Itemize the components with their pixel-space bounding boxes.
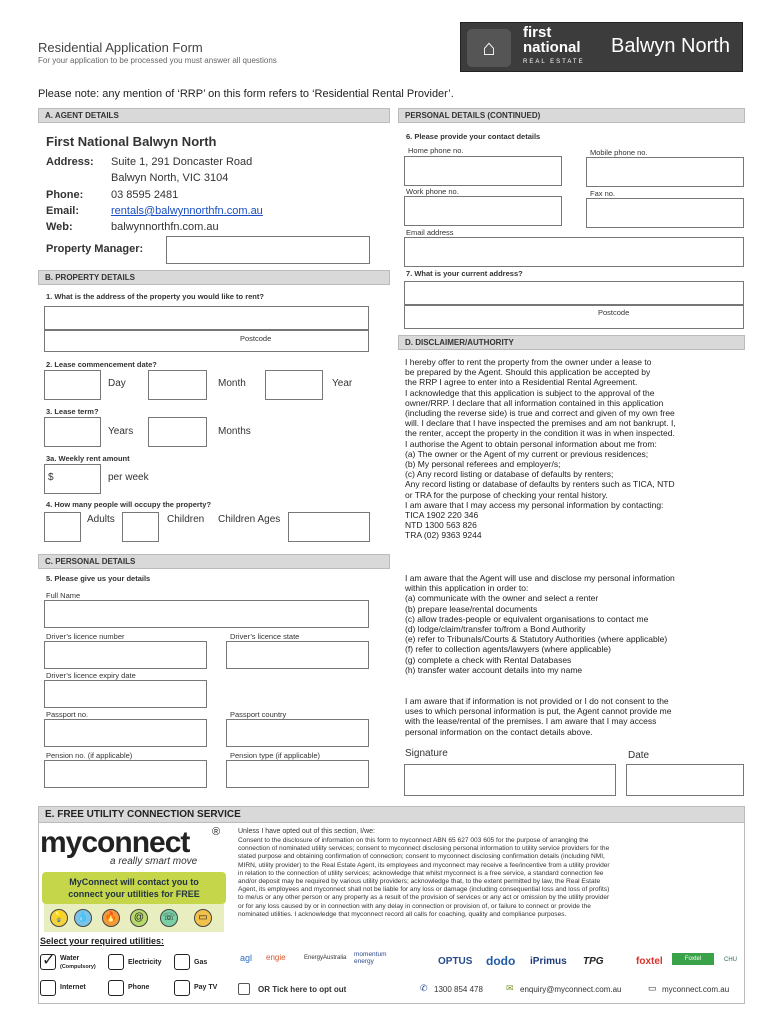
- web-small-icon: ▭: [648, 983, 657, 993]
- pension-number-input[interactable]: [44, 760, 207, 788]
- property-manager-label: Property Manager:: [46, 243, 144, 255]
- work-phone-label: Work phone no.: [406, 187, 459, 196]
- provider-foxtel-badge: Foxtel: [672, 953, 714, 965]
- passport-number-label: Passport no.: [46, 710, 89, 719]
- current-address-input-2[interactable]: [404, 305, 744, 329]
- day-label: Day: [108, 378, 126, 389]
- current-address-input[interactable]: [404, 281, 744, 305]
- children-ages-input[interactable]: [288, 512, 370, 542]
- q7-label: 7. What is your current address?: [406, 269, 523, 278]
- form-subtitle: For your application to be processed you must answer all questions: [38, 56, 277, 65]
- myconnect-web[interactable]: myconnect.com.au: [662, 985, 730, 994]
- lease-start-day-input[interactable]: [44, 370, 101, 400]
- section-utility-header: E. FREE UTILITY CONNECTION SERVICE: [38, 806, 745, 823]
- passport-number-input[interactable]: [44, 719, 207, 747]
- mobile-phone-label: Mobile phone no.: [590, 148, 648, 157]
- q3-label: 3. Lease term?: [46, 407, 99, 416]
- children-label: Children: [167, 514, 205, 525]
- agent-address-label: Address:: [46, 156, 94, 168]
- myconnect-logo: myconnect: [40, 826, 190, 859]
- agent-name: First National Balwyn North: [46, 134, 217, 149]
- myconnect-email[interactable]: enquiry@myconnect.com.au: [520, 985, 622, 994]
- phone-small-icon: ✆: [420, 983, 428, 993]
- disclaimer-paragraph-1: I hereby offer to rent the property from the owner under a lease to be prepared by the Agent. Should this application be accepted by the RRP I agree to enter into a Residential Rental Agreement. I acknowledge that this application is subject to the approval of the owner/RRP. I declare that all information contained in this application (including the reverse side) is true and correct and given of my own free will. I declare that I have inspected the premises and am not bankrupt. I, the renter, accept the property in the condition it was in when inspected. I authorise the Agent to obtain personal information about me from: (a) The owner or the Agent of my current or previous residences; (b) My personal referees and employer/s; (c) Any record listing or database of defaults by renters; Any record listing or database of defaults by renters such as TICA, NTD or TRA for the purpose of checking your rental history. I am aware that I may access my personal information by contacting: TICA 1902 220 346 NTD 1300 563 826 TRA (02) 9363 9244: [405, 357, 676, 541]
- lease-start-month-input[interactable]: [148, 370, 207, 400]
- lease-term-months-input[interactable]: [148, 417, 207, 447]
- date-input[interactable]: [626, 764, 744, 796]
- paytv-label: Pay TV: [194, 984, 218, 991]
- agent-phone-label: Phone:: [46, 189, 84, 201]
- gas-icon: 🔥: [102, 909, 120, 927]
- logo-line3: REAL ESTATE: [523, 59, 585, 65]
- adults-label: Adults: [87, 514, 115, 525]
- agent-phone: 03 8595 2481: [111, 189, 179, 201]
- utility-icons-strip: [44, 904, 224, 932]
- full-name-input[interactable]: [44, 600, 369, 628]
- mobile-phone-input[interactable]: [586, 157, 744, 187]
- disclaimer-paragraph-2: I am aware that the Agent will use and disclose my personal information within this application in order to: (a) communicate with the owner and select a renter (b) prepare lease/rental documents (c) allow trades-people or equivalent organisations to contact me (d) lodge/claim/transfer to/from a Bond Authority (e) refer to Tribunals/Courts & Statutory Authorities (where applicable) (f) refer to collection agents/lawyers (where applicable) (g) complete a check with Rental Databases (h) transfer water account details into my name: [405, 573, 675, 675]
- logo-line1: first: [523, 24, 552, 41]
- provider-agl: agl: [240, 953, 253, 963]
- provider-iprimus: iPrimus: [530, 956, 567, 967]
- email-small-icon: ✉: [506, 983, 514, 993]
- email-input[interactable]: [404, 237, 744, 267]
- q5-label: 5. Please give us your details: [46, 574, 151, 583]
- email-label: Email address: [406, 228, 454, 237]
- property-postcode-label: Postcode: [240, 334, 272, 343]
- electricity-label: Electricity: [128, 959, 162, 966]
- licence-number-label: Driver’s licence number: [46, 632, 125, 641]
- fax-input[interactable]: [586, 198, 744, 228]
- provider-dodo: dodo: [486, 954, 516, 968]
- section-disclaimer-header: D. DISCLAIMER/AUTHORITY: [398, 335, 745, 350]
- internet-icon: @: [130, 909, 148, 927]
- agent-address-line2: Balwyn North, VIC 3104: [111, 172, 229, 184]
- gas-label: Gas: [194, 959, 208, 966]
- pension-number-label: Pension no. (if applicable): [46, 751, 133, 760]
- registered-mark: ®: [212, 826, 221, 838]
- phone-icon: ☏: [160, 909, 178, 927]
- provider-momentum: momentum energy: [354, 951, 387, 965]
- internet-checkbox[interactable]: [40, 980, 56, 996]
- provider-optus: OPTUS: [438, 956, 473, 967]
- provider-engie: engie: [266, 953, 286, 962]
- licence-state-label: Driver’s licence state: [230, 632, 300, 641]
- electricity-icon: 💡: [50, 909, 68, 927]
- myconnect-banner: MyConnect will contact you to connect your utilities for FREE: [42, 872, 226, 904]
- licence-state-input[interactable]: [226, 641, 369, 669]
- fax-label: Fax no.: [590, 189, 616, 198]
- passport-country-label: Passport country: [230, 710, 287, 719]
- passport-country-input[interactable]: [226, 719, 369, 747]
- paytv-checkbox[interactable]: [174, 980, 190, 996]
- section-personal-cont-header: PERSONAL DETAILS (CONTINUED): [398, 108, 745, 123]
- logo-line2: national: [523, 39, 581, 56]
- section-personal-header: C. PERSONAL DETAILS: [38, 554, 390, 569]
- section-property-header: B. PROPERTY DETAILS: [38, 270, 390, 285]
- pension-type-label: Pension type (if applicable): [230, 751, 321, 760]
- full-name-label: Full Name: [46, 591, 81, 600]
- optout-checkbox[interactable]: [238, 983, 250, 995]
- signature-label: Signature: [405, 748, 448, 759]
- disclaimer-paragraph-3: I am aware that if information is not provided or I do not consent to the uses to which personal information is put, the Agent cannot provide me with the lease/rental of the premises. I am aware that I may access personal information on the contact details above.: [405, 696, 672, 737]
- home-phone-input[interactable]: [404, 156, 562, 186]
- property-manager-input[interactable]: [166, 236, 370, 264]
- rrp-note: Please note: any mention of ‘RRP’ on this form refers to ‘Residential Rental Provider’.: [38, 88, 454, 100]
- year-label: Year: [332, 378, 353, 389]
- water-checkbox[interactable]: [40, 954, 56, 970]
- myconnect-phone: 1300 854 478: [434, 985, 483, 994]
- months-label: Months: [218, 426, 251, 437]
- checkmark-icon: ✓: [42, 952, 56, 969]
- lease-term-years-input[interactable]: [44, 417, 101, 447]
- electricity-checkbox[interactable]: [108, 954, 124, 970]
- tv-icon: ▭: [194, 909, 212, 927]
- date-label: Date: [628, 750, 650, 761]
- select-utilities-label: Select your required utilities:: [40, 936, 165, 946]
- property-address-input-2[interactable]: [44, 330, 369, 352]
- utility-terms: Consent to the disclosure of information on this form to myconnect ABN 65 627 003 605 for the purpose of arranging the connection of nominated utility services; consent to myconnect disclosing personal information to utility service providers for the stated purpose and obtaining confirmation of connection; consent to myconnect disclosing confirmation details (including NMI, MIRN, utility provider) to the Real Estate Agent, its employees and myconnect may receive a fee/incentive from a utility provider in relation to the connection of utility services; acknowledge that whilst myconnect is a free service, a standard connection fee and/or deposit may be required by various utility providers; acknowledge that, to the extent permitted by law, the Real Estate Agent, its employees and myconnect shall not be liable for any loss or damage (including consequential loss and loss of profits) to me/us or any other person or any property as a result of the provision of services or any act or omission by the utility provider or for any loss caused by or in connection with any delay in connection or provision of, or failure to connect or provide the nominated utilities. I acknowledge that myconnect record all calls for coaching, quality and compliance purposes.: [238, 837, 610, 918]
- agency-logo: [460, 22, 743, 72]
- q3a-label: 3a. Weekly rent amount: [46, 454, 130, 463]
- optout-label: OR Tick here to opt out: [258, 985, 347, 994]
- q4-label: 4. How many people will occupy the property?: [46, 500, 212, 509]
- q6-label: 6. Please provide your contact details: [406, 132, 541, 141]
- dollar-sign: $: [48, 472, 54, 483]
- provider-foxtel: foxtel: [636, 956, 663, 967]
- licence-expiry-input[interactable]: [44, 680, 207, 708]
- licence-expiry-label: Driver’s licence expiry date: [46, 671, 136, 680]
- pension-type-input[interactable]: [226, 760, 369, 788]
- water-note: (Compulsory): [60, 964, 96, 970]
- internet-label: Internet: [60, 984, 86, 991]
- property-address-input[interactable]: [44, 306, 369, 330]
- lease-start-year-input[interactable]: [265, 370, 323, 400]
- phone-label: Phone: [128, 984, 150, 991]
- month-label: Month: [218, 378, 246, 389]
- children-ages-label: Children Ages: [218, 514, 281, 525]
- work-phone-input[interactable]: [404, 196, 562, 226]
- agent-email-link[interactable]: rentals@balwynnorthfn.com.au: [111, 205, 263, 217]
- water-icon: 💧: [74, 909, 92, 927]
- current-postcode-label: Postcode: [598, 308, 630, 317]
- adults-input[interactable]: [44, 512, 81, 542]
- section-agent-header: A. AGENT DETAILS: [38, 108, 390, 123]
- years-label: Years: [108, 426, 134, 437]
- agent-web-label: Web:: [46, 221, 73, 233]
- agent-email-label: Email:: [46, 205, 80, 217]
- children-input[interactable]: [122, 512, 159, 542]
- home-phone-label: Home phone no.: [408, 146, 464, 155]
- signature-input[interactable]: [404, 764, 616, 796]
- provider-chu: CHU: [724, 957, 737, 963]
- agent-address-line1: Suite 1, 291 Doncaster Road: [111, 156, 253, 168]
- house-icon: ⌂: [467, 29, 511, 67]
- water-label: Water: [60, 955, 80, 962]
- gas-checkbox[interactable]: [174, 954, 190, 970]
- phone-checkbox[interactable]: [108, 980, 124, 996]
- q1-label: 1. What is the address of the property you would like to rent?: [46, 292, 264, 301]
- logo-branch: Balwyn North: [611, 35, 730, 57]
- agent-web: balwynnorthfn.com.au: [111, 221, 219, 233]
- provider-energyaustralia: EnergyAustralia: [304, 955, 347, 961]
- licence-number-input[interactable]: [44, 641, 207, 669]
- form-title: Residential Application Form: [38, 40, 203, 55]
- optout-intro: Unless I have opted out of this section, I/we:: [238, 828, 375, 835]
- q2-label: 2. Lease commencement date?: [46, 360, 157, 369]
- per-week-label: per week: [108, 472, 149, 483]
- provider-tpg: TPG: [583, 956, 604, 967]
- myconnect-tagline: a really smart move: [110, 856, 198, 867]
